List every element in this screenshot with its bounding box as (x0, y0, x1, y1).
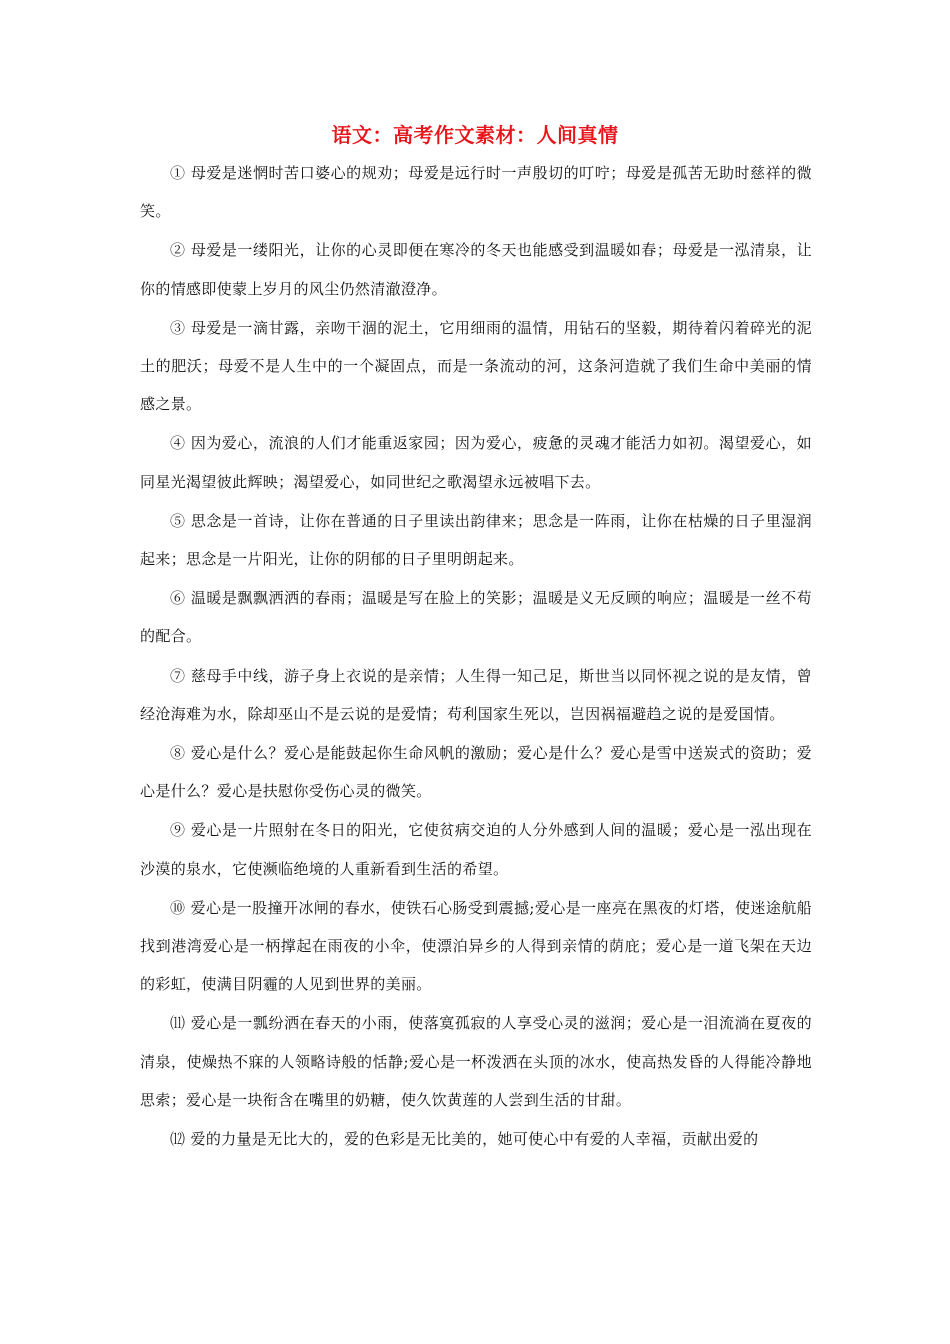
document-title: 语文：高考作文素材：人间真情 (331, 123, 619, 147)
paragraph-11: ⑾ 爱心是一瓢纷洒在春天的小雨，使落寞孤寂的人享受心灵的滋润；爱心是一泪流淌在夏夜的清泉，使燥热不寐的人领略诗般的恬静;爱心是一杯泼洒在头顶的冰水，使高热发昏的人得能冷静地思索；爱心是一块衔含在嘴里的奶糖，使久饮黄莲的人尝到生活的甘甜。 (140, 1014, 812, 1109)
paragraph-5: ⑤ 思念是一首诗，让你在普通的日子里读出韵律来；思念是一阵雨，让你在枯燥的日子里湿润起来；思念是一片阳光，让你的阴郁的日子里明朗起来。 (140, 511, 812, 569)
paragraph-6: ⑥ 温暖是飘飘洒洒的春雨；温暖是写在脸上的笑影；温暖是义无反顾的响应；温暖是一丝不苟的配合。 (140, 589, 812, 646)
paragraph-12: ⑿ 爱的力量是无比大的，爱的色彩是无比美的，她可使心中有爱的人幸福，贡献出爱的 (170, 1130, 759, 1149)
paragraph-10: ⑩ 爱心是一股撞开冰闸的春水，使铁石心肠受到震撼;爱心是一座亮在黑夜的灯塔，使迷途航船找到港湾爱心是一柄撑起在雨夜的小伞，使漂泊异乡的人得到亲情的荫庇；爱心是一道飞架在天边的彩虹，使满目阴霾的人见到世界的美丽。 (140, 898, 812, 994)
paragraph-2: ② 母爱是一缕阳光，让你的心灵即便在寒冷的冬天也能感受到温暖如春；母爱是一泓清泉，让你的情感即使蒙上岁月的风尘仍然清澈澄净。 (140, 241, 812, 298)
paragraph-9: ⑨ 爱心是一片照射在冬日的阳光，它使贫病交迫的人分外感到人间的温暖；爱心是一泓出现在沙漠的泉水，它使濒临绝境的人重新看到生活的希望。 (140, 821, 812, 878)
paragraph-1: ① 母爱是迷惘时苦口婆心的规劝；母爱是远行时一声殷切的叮咛；母爱是孤苦无助时慈祥的微笑。 (140, 164, 812, 221)
document-body (140, 154, 812, 1159)
paragraph-4: ④ 因为爱心，流浪的人们才能重返家园；因为爱心，疲惫的灵魂才能活力如初。渴望爱心，如同星光渴望彼此辉映；渴望爱心，如同世纪之歌渴望永远被唱下去。 (140, 434, 812, 491)
paragraph-3: ③ 母爱是一滴甘露，亲吻干涸的泥土，它用细雨的温情，用钻石的坚毅，期待着闪着碎光的泥土的肥沃；母爱不是人生中的一个凝固点，而是一条流动的河，这条河造就了我们生命中美丽的情感之景。 (140, 318, 812, 414)
paragraph-7: ⑦ 慈母手中线，游子身上衣说的是亲情；人生得一知己足，斯世当以同怀视之说的是友情，曾经沧海难为水，除却巫山不是云说的是爱情；苟利国家生死以，岂因祸福避趋之说的是爱国情。 (140, 666, 812, 723)
paragraph-8: ⑧ 爱心是什么？爱心是能鼓起你生命风帆的激励；爱心是什么？爱心是雪中送炭式的资助；爱心是什么？爱心是扶慰你受伤心灵的微笑。 (140, 744, 812, 801)
